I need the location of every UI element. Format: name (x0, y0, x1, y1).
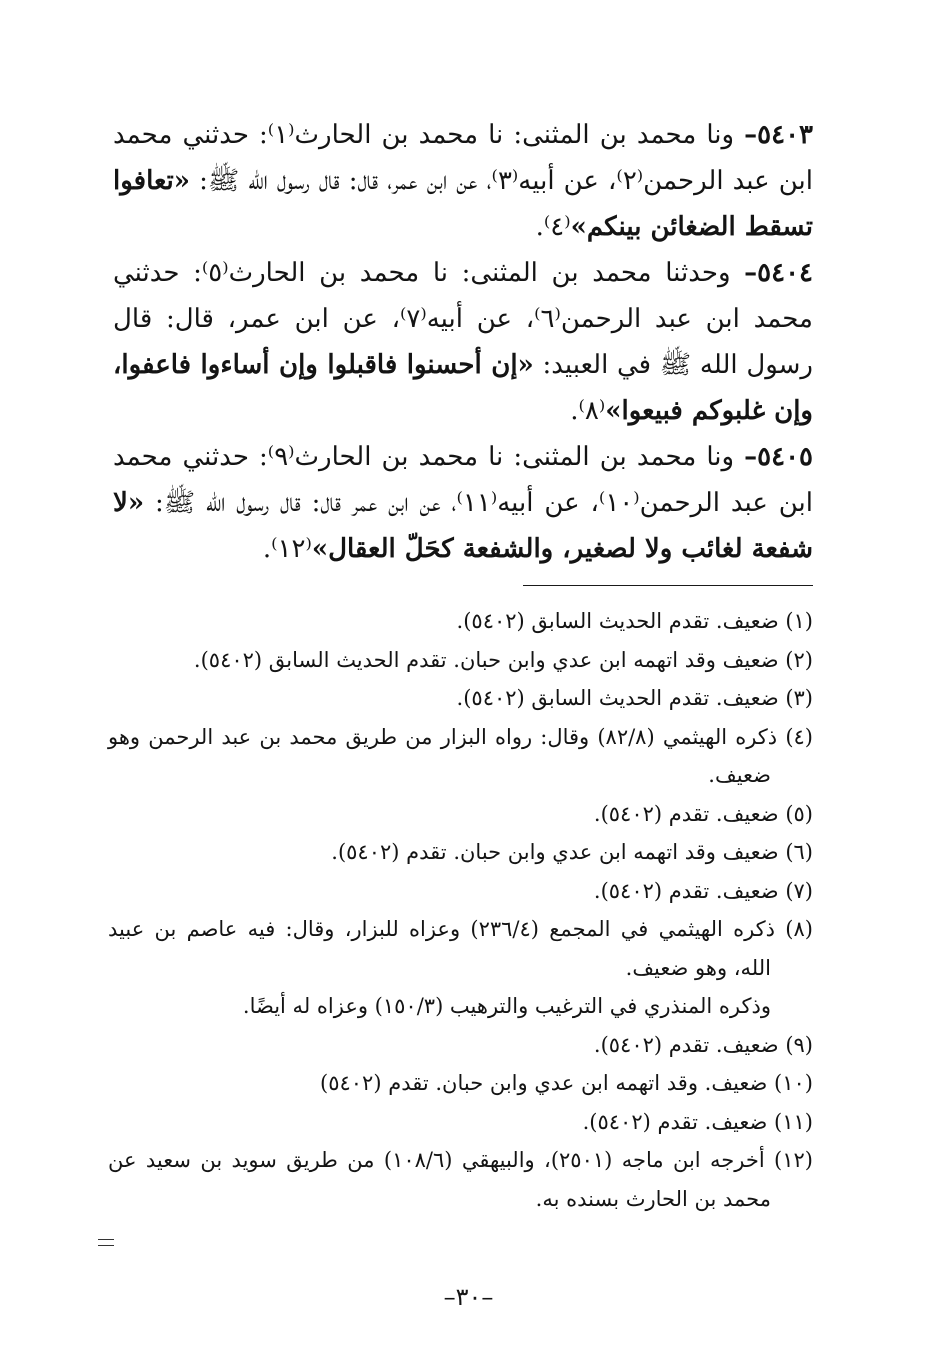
hadith-5403 (113, 112, 813, 250)
footnote-9: (٩) ضعيف. تقدم (٥٤٠٢). (593, 1032, 813, 1057)
hadith-tail: ⁽١٢⁾. (262, 534, 312, 564)
page-number: –٣٠– (443, 1283, 494, 1311)
footnote-6: (٦) ضعيف وقد اتهمه ابن عدي وابن حبان. تقدم (٥٤٠٢). (331, 840, 813, 864)
footnote-8: (٨) ذكره الهيثمي في المجمع (٢٣٦/٤) وعزاه للبزار، وقال: فيه عاصم بن عبيد الله، وهو ضعيف. (108, 917, 813, 980)
hadith-matn: «تعافوا تسقط الضغائن بينكم» (113, 166, 813, 242)
footnote-2: (٢) ضعيف وقد اتهمه ابن عدي وابن حبان. تقدم الحديث السابق (٥٤٠٢). (193, 647, 813, 672)
hadith-tail: ⁽٨⁾. (570, 396, 606, 426)
hadith-matn: «إن أحسنوا فاقبلوا وإن أساءوا فاعفوا، وإن غلبوكم فبيعوا» (113, 350, 813, 426)
hadith-number: ٥٤٠٣– (744, 120, 813, 150)
hadith-isnad: ونا محمد بن المثنى: نا محمد بن الحارث⁽٩⁾: حدثني محمد ابن عبد الرحمن⁽١٠⁾، عن أبيه⁽١١⁾، عن ابن عمر قال: قال رسول الله ﷺ: (113, 442, 814, 518)
footnote-8-continuation: وذكره المنذري في الترغيب والترهيب (١٥٠/٣) وعزاه له أيضًا. (242, 994, 771, 1018)
hadith-tail: ⁽٤⁾. (535, 212, 571, 242)
footnote-3: (٣) ضعيف. تقدم الحديث السابق (٥٤٠٢). (456, 686, 813, 710)
hadith-matn: «لا شفعة لغائب ولا لصغير، والشفعة كحَلّ العقال» (113, 488, 813, 564)
hadith-number: ٥٤٠٤– (744, 258, 813, 288)
hadith-isnad: ونا محمد بن المثنى: نا محمد بن الحارث⁽١⁾: حدثني محمد ابن عبد الرحمن⁽٢⁾، عن أبيه⁽٣⁾، عن ابن عمر، قال: قال رسول الله ﷺ: (113, 120, 813, 196)
footnote-11: (١١) ضعيف. تقدم (٥٤٠٢). (582, 1109, 813, 1134)
hadith-number: ٥٤٠٥– (744, 442, 813, 472)
hadith-isnad: وحدثنا محمد بن المثنى: نا محمد بن الحارث⁽٥⁾: حدثني محمد ابن عبد الرحمن⁽٦⁾، عن أبيه⁽٧⁾، عن ابن عمر، قال: قال رسول الله ﷺ في العبيد: (113, 258, 813, 380)
hadith-5405 (113, 434, 813, 572)
footnote-separator (523, 585, 813, 586)
footnote-10: (١٠) ضعيف. وقد اتهمه ابن عدي وابن حبان. تقدم (٥٤٠٢) (320, 1071, 813, 1095)
end-mark (98, 1239, 114, 1246)
hadith-5404 (113, 250, 813, 434)
footnote-5: (٥) ضعيف. تقدم (٥٤٠٢). (593, 801, 813, 826)
footnotes-block (108, 602, 813, 1218)
footnote-12: (١٢) أخرجه ابن ماجه (٢٥٠١)، والبيهقي (١٠٨/٦) من طريق سويد بن سعيد عن محمد بن الحارث بسنده به. (108, 1148, 813, 1211)
footnote-7: (٧) ضعيف. تقدم (٥٤٠٢). (593, 878, 813, 903)
hadith-text-block (113, 112, 813, 572)
footnote-1: (١) ضعيف. تقدم الحديث السابق (٥٤٠٢). (456, 609, 813, 633)
footnote-4: (٤) ذكره الهيثمي (٨٢/٨) وقال: رواه البزار من طريق محمد بن عبد الرحمن وهو ضعيف. (108, 724, 813, 787)
